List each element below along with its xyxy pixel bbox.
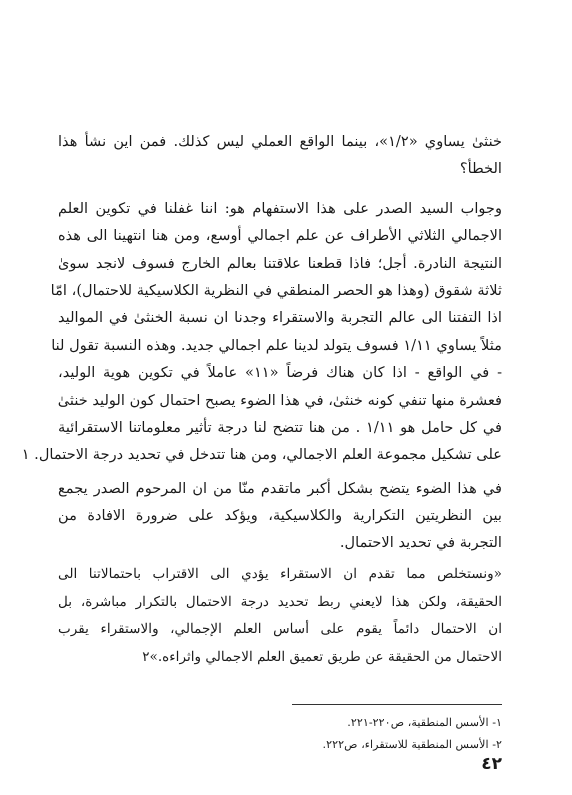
text-line: - في الواقع - اذا كان هناك فرضاً «١١» عاملاً في تكوين هوية الوليد،	[58, 364, 502, 382]
paragraph-2	[21, 195, 502, 469]
text-line: التجربة في تحديد الاحتمال.	[339, 534, 502, 552]
footnote-1: ١- الأسس المنطقية، ص٢٢٠-٢٢١.	[347, 716, 502, 729]
text-line: على تشكيل مجموعة العلم الاجمالي، ومن هنا تتدخل في تحديد درجة الاحتمال. ١	[21, 446, 502, 464]
quote-line: ان الاحتمال دائماً يقوم على أساس العلم الإجمالي، والاستقراء يقرب	[58, 621, 502, 638]
text-line: الخطأ؟	[459, 160, 502, 178]
footnotes	[58, 712, 502, 756]
paragraph-1	[58, 128, 502, 183]
page-number: ٤٢	[481, 754, 502, 774]
footnote-2: ٢- الأسس المنطقية للاستقراء، ص٢٢٢.	[322, 738, 502, 751]
text-line: في كل حامل هو ١/١١ . من هنا تتضح لنا درجة تأثير معلوماتنا الاستقرائية	[58, 418, 502, 436]
text-line: خنثىٰ يساوي «١/٢»، بينما الواقع العملي ليس كذلك. فمن اين نشأ هذا	[58, 133, 502, 150]
text-line: اذا التفتنا الى عالم التجربة والاستقراء وجدنا ان نسبة الخنثىٰ في المواليد	[58, 309, 502, 327]
block-quote	[58, 561, 502, 672]
footnote-divider	[292, 704, 502, 705]
text-line: مثلاً يساوي ١/١١ فسوف يتولد لدينا علم اجمالي جديد. وهذه النسبة تقول لنا	[51, 336, 502, 354]
text-line: في هذا الضوء يتضح بشكل أكبر ماتقدم منّا من ان المرحوم الصدر يجمع	[58, 479, 502, 497]
text-line: النتيجة النادرة. أجل؛ فاذا قطعنا علاقتنا بعالم الخارج فسوف لانجد سوىٰ	[58, 254, 502, 272]
text-line: الاجمالي الثلاثي الأطراف عن علم اجمالي أوسع، ومن هنا انتهينا الى هذه	[58, 227, 502, 245]
quote-line: الاحتمال من الحقيقة عن طريق تعميق العلم الاجمالي واثراءه.»٢	[142, 649, 502, 666]
quote-line: «ونستخلص مما تقدم ان الاستقراء يؤدي الى الاقتراب باحتمالاتنا الى	[58, 565, 502, 582]
text-line: فعشرة منها تنفي كونه خنثىٰ، في هذا الضوء يصبح احتمال كون الوليد خنثىٰ	[57, 391, 502, 409]
page-body	[21, 128, 502, 672]
text-line: ثلاثة شقوق (وهذا هو الحصر المنطقي في النظرية الكلاسيكية للاحتمال)، امّا	[50, 281, 502, 299]
text-line: بين النظريتين التكرارية والكلاسيكية، ويؤكد على ضرورة الافادة من	[58, 507, 502, 525]
paragraph-3	[58, 475, 502, 557]
quote-line: الحقيقة، ولكن هذا لايعني ربط تحديد درجة الاحتمال بالتكرار مباشرة، بل	[58, 593, 502, 610]
text-line: وجواب السيد الصدر على هذا الاستفهام هو: اننا غفلنا في تكوين العلم	[58, 199, 502, 217]
